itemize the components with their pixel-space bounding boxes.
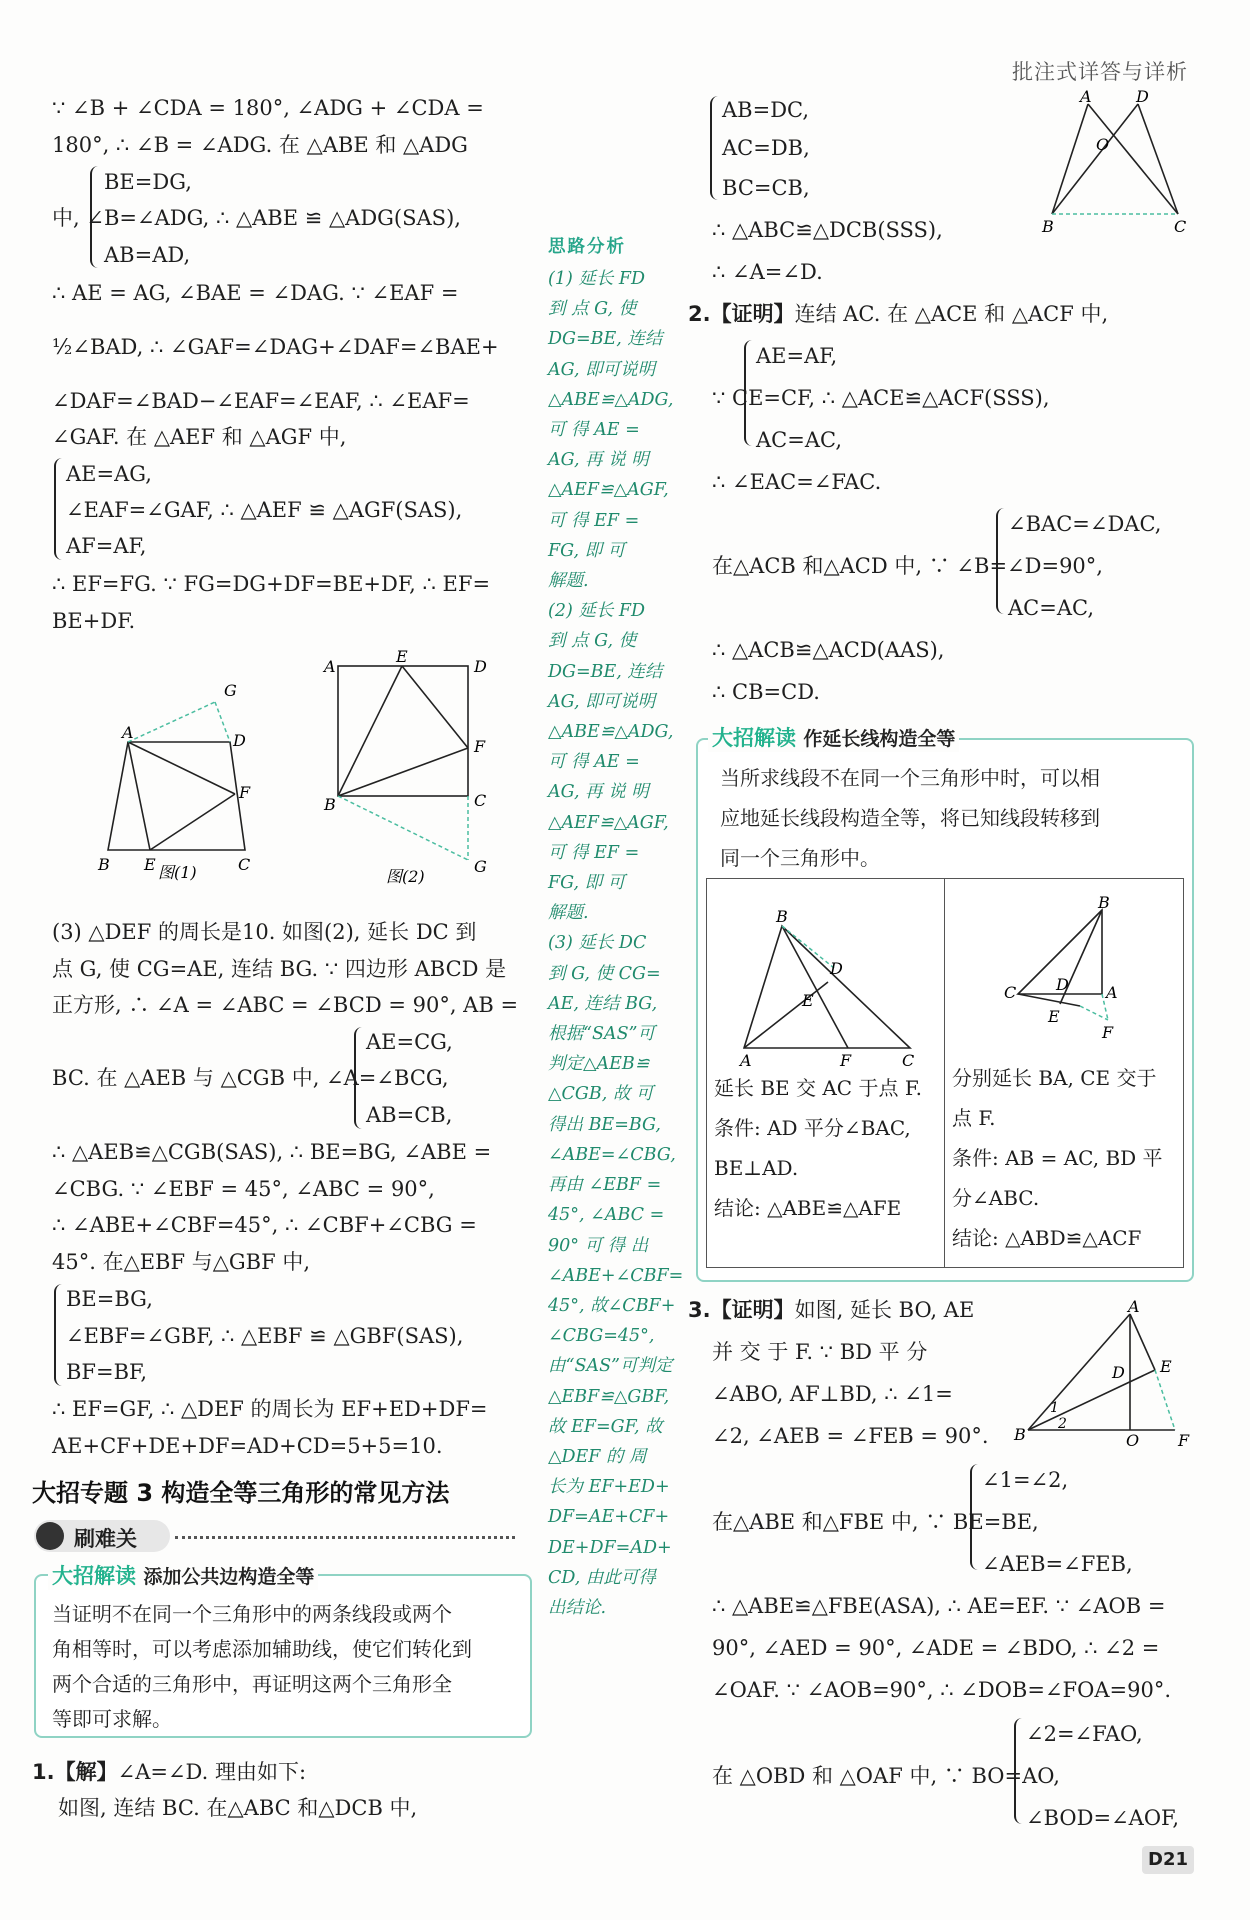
text-line: ∴ EF=FG. ∵ FG=DG+DF=BE+DF, ∴ EF= — [52, 572, 491, 596]
tip-tag: 大招解读 添加公共边构造全等 — [48, 1560, 318, 1590]
sidebar-line: FG, 即 可 — [548, 540, 626, 561]
svg-text:B: B — [98, 855, 110, 874]
svg-text:A: A — [740, 1051, 752, 1070]
text-line: 如图, 连结 BC. 在△ABC 和△DCB 中, — [58, 1796, 418, 1820]
svg-text:A: A — [1106, 983, 1118, 1002]
figure-1 — [90, 680, 270, 880]
text-line: BE=DG, — [104, 170, 192, 194]
question-1: 1.【解】∠A=∠D. 理由如下: — [32, 1760, 307, 1784]
sidebar-line: 判定△AEB≌ — [548, 1054, 650, 1075]
sidebar-line: 可 得 EF = — [548, 842, 640, 863]
svg-text:A: A — [1128, 1297, 1140, 1316]
text-line: 点 G, 使 CG=AE, 连结 BG. ∵ 四边形 ABCD 是 — [52, 957, 507, 981]
dotted-divider — [175, 1536, 515, 1539]
sidebar-line: △ABE≌△ADG, — [548, 389, 674, 410]
sidebar-line: (3) 延长 DC — [548, 933, 647, 954]
tip-tag: 大招解读 作延长线构造全等 — [708, 722, 959, 752]
text-line: ∠GAF. 在 △AEF 和 △AGF 中, — [52, 425, 347, 449]
sidebar-line: ∠ABE+∠CBF= — [548, 1265, 684, 1286]
tip-line: 当所求线段不在同一个三角形中时，可以相 — [720, 766, 1100, 790]
sidebar-line: 解题. — [548, 903, 589, 924]
text-line: ∴ CB=CD. — [712, 680, 820, 704]
cell-line: BE⊥AD. — [714, 1156, 799, 1180]
text-line: ∠2, ∠AEB = ∠FEB = 90°. — [712, 1424, 989, 1448]
text-line: AC=AC, — [756, 428, 842, 452]
svg-text:E: E — [144, 855, 156, 874]
sidebar-line: 出结论. — [548, 1597, 607, 1618]
text-line: 并 交 于 F. ∵ BD 平 分 — [712, 1340, 928, 1364]
text-line: ∠CBG. ∵ ∠EBF = 45°, ∠ABC = 90°, — [52, 1177, 435, 1201]
sidebar-line: DF=AE+CF+ — [548, 1507, 670, 1528]
tip-grid-divider — [944, 878, 945, 1268]
cell-line: 分∠ABC. — [952, 1186, 1040, 1210]
cell-line: 条件: AD 平分∠BAC, — [714, 1116, 911, 1140]
text-line: ∠BAC=∠DAC, — [1008, 512, 1162, 536]
svg-text:E: E — [396, 647, 408, 666]
svg-text:B: B — [776, 907, 788, 926]
svg-text:B: B — [1042, 217, 1054, 236]
figure-cell-2 — [1000, 893, 1130, 1046]
sidebar-line: DG=BE, 连结 — [548, 329, 663, 350]
svg-text:F: F — [239, 783, 251, 802]
sidebar-line: ∠CBG=45°, — [548, 1326, 655, 1347]
svg-text:C: C — [902, 1051, 915, 1070]
cell-line: 延长 BE 交 AC 于点 F. — [714, 1076, 922, 1100]
sidebar-notes — [548, 264, 684, 1623]
sidebar-line: 根据“SAS”可 — [548, 1024, 656, 1045]
text-line: AB=AD, — [104, 243, 191, 267]
sidebar-line: 得出 BE=BG, — [548, 1114, 661, 1135]
text-line: ∴ △ACB≌△ACD(AAS), — [712, 638, 945, 662]
sidebar-line: 可 得 AE = — [548, 752, 640, 773]
badge-label: 刷难关 — [74, 1527, 137, 1551]
text-line: BC. 在 △AEB 与 △CGB 中, ∠A=∠BCG, — [52, 1066, 449, 1090]
svg-text:F: F — [474, 737, 486, 756]
question-3: 3.【证明】如图, 延长 BO, AE — [688, 1298, 975, 1322]
text-line: AB=CB, — [366, 1103, 453, 1127]
sidebar-line: DE+DF=AD+ — [548, 1537, 672, 1558]
figure-bow — [1040, 87, 1190, 242]
text-line: (3) △DEF 的周长是10. 如图(2), 延长 DC 到 — [52, 920, 477, 944]
svg-text:D: D — [1056, 975, 1069, 994]
text-line: ∵ CE=CF, ∴ △ACE≌△ACF(SSS), — [712, 386, 1050, 410]
sidebar-line: △EBF≌△GBF, — [548, 1386, 670, 1407]
sidebar-line: ∠ABE=∠CBG, — [548, 1144, 676, 1165]
text-line: 180°, ∴ ∠B = ∠ADG. 在 △ABE 和 △ADG — [52, 133, 468, 157]
svg-text:A: A — [1080, 87, 1092, 106]
brace — [54, 1284, 64, 1386]
sidebar-line: DG=BE, 连结 — [548, 661, 663, 682]
sidebar-line: 到 点 G, 使 — [548, 299, 637, 320]
sidebar-line: 可 得 EF = — [548, 510, 640, 531]
cell-line: 结论: △ABD≌△ACF — [952, 1226, 1142, 1250]
page-header-title: 批注式详答与详析 — [1012, 60, 1188, 84]
svg-text:B: B — [1098, 893, 1110, 912]
tip-line: 同一个三角形中。 — [720, 846, 880, 870]
sidebar-line: 解题. — [548, 571, 589, 592]
text-line: BC=CB, — [722, 176, 810, 200]
cell-line: 点 F. — [952, 1106, 996, 1130]
pen-icon — [36, 1522, 64, 1550]
brace — [710, 96, 720, 200]
text-line: AE=AF, — [756, 344, 838, 368]
sidebar-line: △DEF 的 周 — [548, 1446, 647, 1467]
svg-text:F: F — [840, 1051, 852, 1070]
svg-text:C: C — [238, 855, 251, 874]
svg-text:C: C — [1004, 983, 1017, 1002]
text-line: ∠EAF=∠GAF, ∴ △AEF ≌ △AGF(SAS), — [66, 498, 463, 522]
text-line: ∠1=∠2, — [982, 1468, 1069, 1492]
sidebar-line: 90° 可 得 出 — [548, 1235, 649, 1256]
text-line: ∴ ∠EAC=∠FAC. — [712, 470, 882, 494]
sidebar-line: (2) 延长 FD — [548, 601, 646, 622]
text-line: ∴ AE = AG, ∠BAE = ∠DAG. ∵ ∠EAF = — [52, 281, 459, 305]
text-line: ∠AEB=∠FEB, — [982, 1552, 1133, 1576]
tip-line: 当证明不在同一个三角形中的两条线段或两个 — [52, 1602, 452, 1626]
text-line: 在 △OBD 和 △OAF 中, ∵ BO=AO, — [712, 1764, 1060, 1788]
text-line: AF=AF, — [66, 534, 147, 558]
svg-text:E: E — [1048, 1007, 1060, 1026]
text-line: ∴ △ABE≌△FBE(ASA), ∴ AE=EF. ∵ ∠AOB = — [712, 1594, 1166, 1618]
svg-text:D: D — [830, 959, 843, 978]
text-line: ∴ ∠A=∠D. — [712, 260, 823, 284]
sidebar-line: 到 G, 使 CG= — [548, 963, 661, 984]
sidebar-line: △AEF≌△AGF, — [548, 812, 669, 833]
fig2-caption: 图(2) — [386, 867, 425, 886]
svg-text:D: D — [1136, 87, 1149, 106]
sidebar-line: AG, 再 说 明 — [548, 782, 649, 803]
svg-text:C: C — [474, 791, 487, 810]
svg-text:C: C — [1174, 217, 1187, 236]
cell-line: 条件: AB = AC, BD 平 — [952, 1146, 1163, 1170]
badge — [34, 1520, 170, 1552]
brace — [54, 458, 64, 560]
sidebar-line: △CGB, 故 可 — [548, 1084, 654, 1105]
svg-text:E: E — [1160, 1357, 1172, 1376]
sidebar-line: 到 点 G, 使 — [548, 631, 637, 652]
sidebar-line: FG, 即 可 — [548, 873, 626, 894]
text-line: ½∠BAD, ∴ ∠GAF=∠DAG+∠DAF=∠BAE+ — [52, 335, 499, 359]
text-line: 90°, ∠AED = 90°, ∠ADE = ∠BDO, ∴ ∠2 = — [712, 1636, 1160, 1660]
sidebar-line: △ABE≌△ADG, — [548, 722, 674, 743]
text-line: ∠BOD=∠AOF, — [1026, 1806, 1180, 1830]
tip-line: 两个合适的三角形中，再证明这两个三角形全 — [52, 1672, 452, 1696]
text-line: 在△ACB 和△ACD 中, ∵ ∠B=∠D=90°, — [712, 554, 1103, 578]
svg-text:1: 1 — [1050, 1400, 1059, 1416]
text-line: BF=BF, — [66, 1360, 148, 1384]
svg-text:A: A — [122, 723, 134, 742]
svg-text:B: B — [1014, 1425, 1026, 1444]
text-line: BE+DF. — [52, 609, 136, 633]
text-line: BE=BG, — [66, 1287, 153, 1311]
svg-text:F: F — [1102, 1023, 1114, 1042]
cell-line: 结论: △ABE≌△AFE — [714, 1196, 902, 1220]
figure-2 — [320, 647, 500, 890]
sidebar-line: 45°, 故∠CBF+ — [548, 1295, 676, 1316]
tip-line: 角相等时，可以考虑添加辅助线，使它们转化到 — [52, 1637, 472, 1661]
text-line: ∠2=∠FAO, — [1026, 1722, 1143, 1746]
tip-line: 应地延长线段构造全等，将已知线段转移到 — [720, 806, 1100, 830]
tip-line: 等即可求解。 — [52, 1707, 172, 1731]
svg-text:O: O — [1126, 1431, 1140, 1450]
sidebar-line: (1) 延长 FD — [548, 269, 646, 289]
text-line: ∠ABO, AF⊥BD, ∴ ∠1= — [712, 1382, 953, 1406]
text-line: ∠EBF=∠GBF, ∴ △EBF ≌ △GBF(SAS), — [66, 1324, 464, 1348]
page-number: D21 — [1142, 1846, 1194, 1874]
text-line: ∴ ∠ABE+∠CBF=45°, ∴ ∠CBF+∠CBG = — [52, 1213, 477, 1237]
sidebar-line: AE, 连结 BG, — [548, 993, 658, 1014]
svg-text:D: D — [474, 657, 487, 676]
svg-text:A: A — [324, 657, 336, 676]
sidebar-line: 长为 EF+ED+ — [548, 1477, 670, 1498]
text-line: ∠OAF. ∵ ∠AOB=90°, ∴ ∠DOB=∠FOA=90°. — [712, 1678, 1171, 1702]
fig1-caption: 图(1) — [158, 863, 197, 882]
text-line: 中, ∠B=∠ADG, ∴ △ABE ≌ △ADG(SAS), — [52, 206, 461, 230]
cell-line: 分别延长 BA, CE 交于 — [952, 1066, 1157, 1090]
text-line: AE=CG, — [366, 1030, 453, 1054]
section-title: 大招专题 3 构造全等三角形的常见方法 — [32, 1479, 450, 1507]
svg-text:F: F — [1178, 1431, 1190, 1450]
text-line: 正方形, ∴ ∠A = ∠ABC = ∠BCD = 90°, AB = — [52, 993, 519, 1017]
svg-text:E: E — [802, 991, 814, 1010]
text-line: AE+CF+DE+DF=AD+CD=5+5=10. — [52, 1434, 443, 1458]
text-line: ∵ ∠B + ∠CDA = 180°, ∠ADG + ∠CDA = — [52, 96, 484, 120]
figure-q3 — [1010, 1297, 1200, 1450]
sidebar-title: 思路分析 — [548, 237, 626, 257]
sidebar-line: AG, 即可说明 — [548, 359, 656, 380]
text-line: ∠DAF=∠BAD−∠EAF=∠EAF, ∴ ∠EAF= — [52, 389, 470, 413]
sidebar-line: △AEF≌△AGF, — [548, 480, 669, 501]
question-2: 2.【证明】连结 AC. 在 △ACE 和 △ACF 中, — [688, 302, 1109, 326]
svg-text:D: D — [233, 731, 246, 750]
figure-cell-1 — [730, 907, 930, 1070]
text-line: 在△ABE 和△FBE 中, ∵ BE=BE, — [712, 1510, 1039, 1534]
text-line: AC=DB, — [722, 136, 810, 160]
svg-text:2: 2 — [1058, 1416, 1067, 1432]
text-line: ∴ △ABC≌△DCB(SSS), — [712, 218, 943, 242]
sidebar-line: AG, 再 说 明 — [548, 450, 649, 471]
svg-text:G: G — [474, 857, 487, 876]
svg-text:O: O — [1096, 135, 1110, 154]
text-line: 45°. 在△EBF 与△GBF 中, — [52, 1250, 311, 1274]
sidebar-line: 可 得 AE = — [548, 420, 640, 441]
text-line: ∴ EF=GF, ∴ △DEF 的周长为 EF+ED+DF= — [52, 1397, 488, 1421]
sidebar-line: 故 EF=GF, 故 — [548, 1416, 663, 1437]
sidebar-line: 45°, ∠ABC = — [548, 1205, 665, 1226]
svg-text:D: D — [1112, 1363, 1125, 1382]
text-line: AC=AC, — [1008, 596, 1094, 620]
svg-text:G: G — [224, 681, 237, 700]
sidebar-line: CD, 由此可得 — [548, 1567, 656, 1588]
text-line: ∴ △AEB≌△CGB(SAS), ∴ BE=BG, ∠ABE = — [52, 1140, 492, 1164]
text-line: AB=DC, — [722, 98, 810, 122]
svg-text:B: B — [324, 795, 336, 814]
text-line: AE=AG, — [66, 462, 152, 486]
sidebar-line: 再由 ∠EBF = — [548, 1175, 662, 1196]
sidebar-line: AG, 即可说明 — [548, 691, 656, 712]
sidebar-line: 由“SAS”可判定 — [548, 1356, 673, 1377]
